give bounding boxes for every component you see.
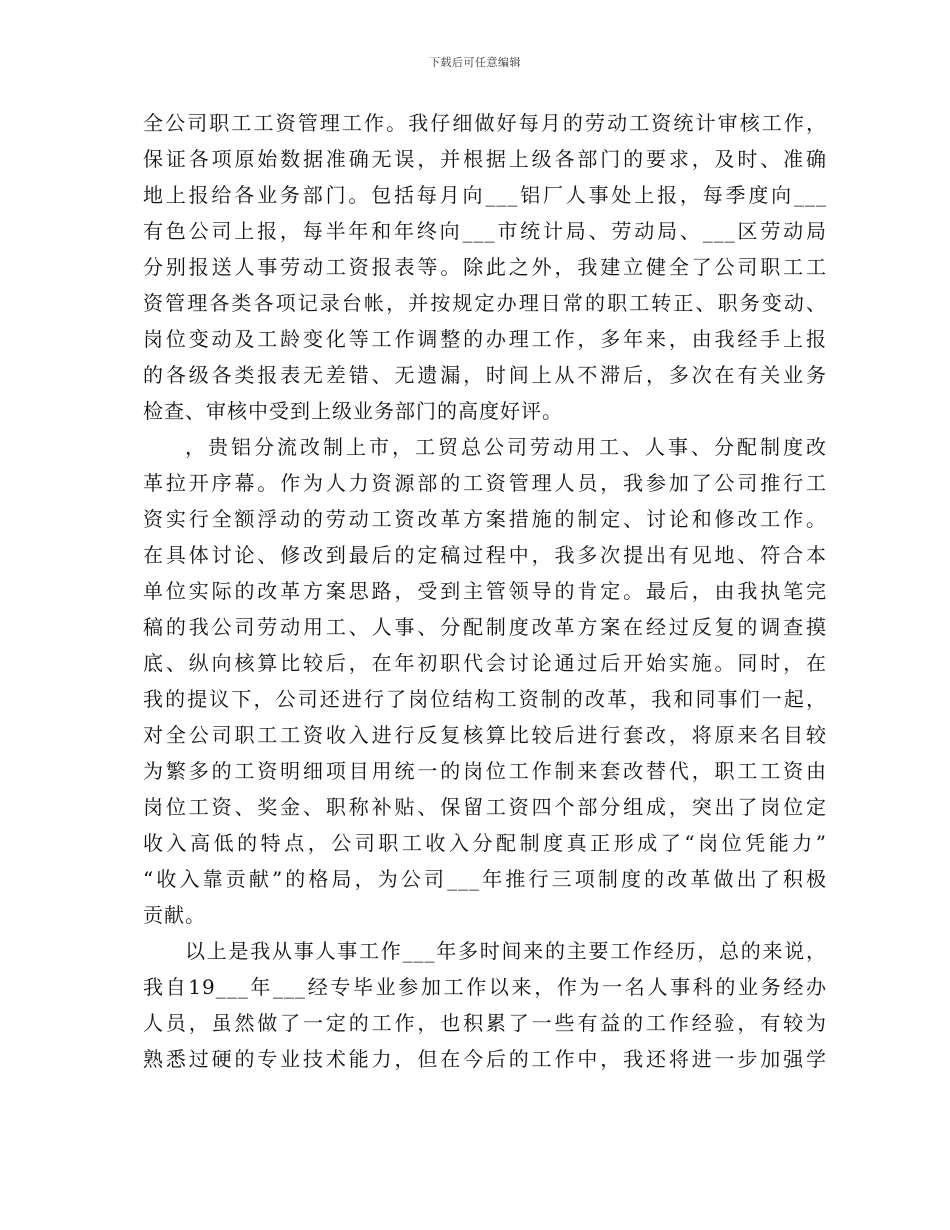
text-line: 地上报给各业务部门。包括每月向___铝厂人事处上报，每季度向___ [143, 183, 827, 207]
text-line: ，贵铝分流改制上市，工贸总公司劳动用工、人事、分配制度改 [185, 435, 827, 459]
text-line: 收入高低的特点，公司职工收入分配制度真正形成了“岗位凭能力” [143, 831, 827, 855]
text-line: 全公司职工工资管理工作。我仔细做好每月的劳动工资统计审核工作， [143, 111, 827, 135]
text-line: 以上是我从事人事工作___年多时间来的主要工作经历，总的来说， [185, 939, 827, 963]
text-line: 熟悉过硬的专业技术能力，但在今后的工作中，我还将进一步加强学 [143, 1047, 827, 1071]
document-body [143, 105, 827, 1077]
text-line: 在具体讨论、修改到最后的定稿过程中，我多次提出有见地、符合本 [143, 543, 827, 567]
text-line: 稿的我公司劳动用工、人事、分配制度改革方案在经过反复的调查摸 [143, 615, 827, 639]
text-line: “收入靠贡献”的格局，为公司___年推行三项制度的改革做出了积极 [143, 867, 827, 891]
paragraph [143, 429, 827, 933]
text-line: 有色公司上报，每半年和年终向___市统计局、劳动局、___区劳动局 [143, 219, 827, 243]
text-line: 分别报送人事劳动工资报表等。除此之外，我建立健全了公司职工工 [143, 255, 827, 279]
text-line: 人员，虽然做了一定的工作，也积累了一些有益的工作经验，有较为 [143, 1011, 827, 1035]
text-line: 岗位工资、奖金、职称补贴、保留工资四个部分组成，突出了岗位定 [143, 795, 827, 819]
paragraph [143, 105, 827, 429]
text-line: 资管理各类各项记录台帐，并按规定办理日常的职工转正、职务变动、 [143, 291, 827, 315]
text-line: 的各级各类报表无差错、无遗漏，时间上从不滞后，多次在有关业务 [143, 363, 827, 387]
text-line: 贡献。 [143, 903, 206, 927]
text-line: 我自19___年___经专毕业参加工作以来，作为一名人事科的业务经办 [143, 975, 827, 999]
text-line: 资实行全额浮动的劳动工资改革方案措施的制定、讨论和修改工作。 [143, 507, 827, 531]
text-line: 底、纵向核算比较后，在年初职代会讨论通过后开始实施。同时，在 [143, 651, 827, 675]
text-line: 为繁多的工资明细项目用统一的岗位工作制来套改替代，职工工资由 [143, 759, 827, 783]
paragraph [143, 933, 827, 1077]
text-line: 岗位变动及工龄变化等工作调整的办理工作，多年来，由我经手上报 [143, 327, 827, 351]
text-line: 对全公司职工工资收入进行反复核算比较后进行套改，将原来名目较 [143, 723, 827, 747]
page-header: 下载后可任意编辑 [429, 56, 521, 69]
text-line: 我的提议下，公司还进行了岗位结构工资制的改革，我和同事们一起， [143, 687, 827, 711]
text-line: 检查、审核中受到上级业务部门的高度好评。 [143, 399, 563, 423]
text-line: 保证各项原始数据准确无误，并根据上级各部门的要求，及时、准确 [143, 147, 827, 171]
text-line: 单位实际的改革方案思路，受到主管领导的肯定。最后，由我执笔完 [143, 579, 827, 603]
text-line: 革拉开序幕。作为人力资源部的工资管理人员，我参加了公司推行工 [143, 471, 827, 495]
